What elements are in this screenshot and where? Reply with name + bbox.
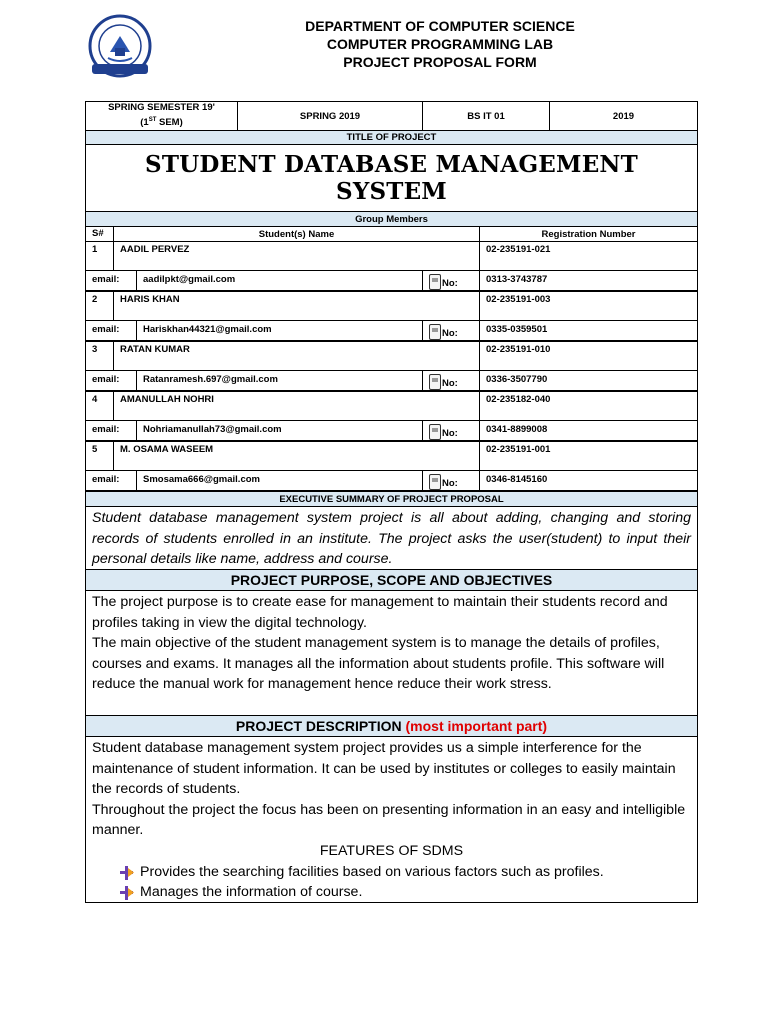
member-sno: 5	[85, 441, 114, 471]
semester-line1: SPRING SEMESTER 19'	[108, 102, 215, 114]
department-heading: DEPARTMENT OF COMPUTER SCIENCE	[305, 18, 575, 34]
title-label: TITLE OF PROJECT	[85, 130, 698, 145]
member-email-label: email:	[85, 270, 137, 291]
member-phone: 0341-8899008	[479, 420, 698, 441]
description-label: PROJECT DESCRIPTION	[235, 718, 402, 734]
semester-cell	[85, 101, 238, 131]
features-list	[92, 862, 691, 903]
col-reg: Registration Number	[479, 226, 698, 242]
features-heading: FEATURES OF SDMS	[319, 842, 464, 859]
col-name: Student(s) Name	[113, 226, 480, 242]
description-paragraph-2: Throughout the project the focus has been on presenting information in an easy and intelligible manner.	[92, 801, 686, 839]
member-reg: 02-235182-040	[479, 391, 698, 421]
member-phone-label	[422, 320, 480, 341]
phone-icon	[429, 424, 441, 440]
term-cell: SPRING 2019	[237, 101, 423, 131]
purpose-paragraph-1: The project purpose is to create ease for management to maintain their students record and profiles taking in view the digital technology.	[92, 594, 668, 631]
feature-text: Provides the searching facilities based on various factors such as profiles.	[140, 863, 604, 880]
university-seal-icon	[88, 14, 152, 78]
summary-label: EXECUTIVE SUMMARY OF PROJECT PROPOSAL	[85, 491, 698, 507]
purpose-section	[85, 590, 698, 716]
member-email: Ratanramesh.697@gmail.com	[136, 370, 423, 391]
semester-line2-sup: ST	[148, 117, 157, 124]
member-reg: 02-235191-010	[479, 341, 698, 371]
year-cell: 2019	[549, 101, 698, 131]
class-cell: BS IT 01	[422, 101, 550, 131]
member-name: M. OSAMA WASEEM	[113, 441, 480, 471]
member-phone: 0336-3507790	[479, 370, 698, 391]
member-name: HARIS KHAN	[113, 291, 480, 321]
feature-text: Manages the information of course.	[140, 884, 363, 901]
member-sno: 2	[85, 291, 114, 321]
member-name: RATAN KUMAR	[113, 341, 480, 371]
member-phone-label	[422, 270, 480, 291]
member-email-label: email:	[85, 420, 137, 441]
feature-item	[92, 882, 691, 903]
member-email: Nohriamanullah73@gmail.com	[136, 420, 423, 441]
member-name: AADIL PERVEZ	[113, 241, 480, 271]
member-sno: 4	[85, 391, 114, 421]
phone-label: No:	[442, 328, 458, 339]
member-phone-label	[422, 420, 480, 441]
phone-label: No:	[442, 278, 458, 289]
member-phone-label	[422, 370, 480, 391]
member-phone-label	[422, 470, 480, 491]
arrow-bullet-icon	[119, 885, 135, 901]
phone-icon	[429, 474, 441, 490]
phone-icon	[429, 374, 441, 390]
phone-label: No:	[442, 378, 458, 389]
member-phone: 0313-3743787	[479, 270, 698, 291]
member-email-label: email:	[85, 470, 137, 491]
description-section	[85, 736, 698, 903]
member-phone: 0335-0359501	[479, 320, 698, 341]
member-reg: 02-235191-021	[479, 241, 698, 271]
member-name: AMANULLAH NOHRI	[113, 391, 480, 421]
group-members-label: Group Members	[85, 211, 698, 227]
member-email: aadilpkt@gmail.com	[136, 270, 423, 291]
semester-line2-post: SEM)	[156, 117, 183, 129]
member-email-label: email:	[85, 370, 137, 391]
project-title: STUDENT DATABASE MANAGEMENT SYSTEM	[85, 144, 698, 212]
phone-label: No:	[442, 428, 458, 439]
purpose-label: PROJECT PURPOSE, SCOPE AND OBJECTIVES	[85, 569, 698, 591]
phone-label: No:	[442, 478, 458, 489]
member-email: Hariskhan44321@gmail.com	[136, 320, 423, 341]
lab-heading: COMPUTER PROGRAMMING LAB	[326, 36, 554, 52]
description-note: (most important part)	[405, 718, 548, 734]
member-email: Smosama666@gmail.com	[136, 470, 423, 491]
member-email-label: email:	[85, 320, 137, 341]
arrow-bullet-icon	[119, 865, 135, 881]
feature-item	[92, 862, 691, 883]
member-phone: 0346-8145160	[479, 470, 698, 491]
semester-line2	[140, 114, 183, 129]
phone-icon	[429, 324, 441, 340]
form-heading: PROJECT PROPOSAL FORM	[343, 54, 537, 70]
semester-line2-pre: (1	[140, 117, 149, 129]
description-header	[85, 715, 698, 737]
summary-text: Student database management system project is all about adding, changing and storing records of students enrolled in an institute. The project asks the user(student) to input their personal details like name, address and course.	[85, 506, 698, 570]
member-reg: 02-235191-003	[479, 291, 698, 321]
phone-icon	[429, 274, 441, 290]
member-sno: 1	[85, 241, 114, 271]
member-sno: 3	[85, 341, 114, 371]
purpose-paragraph-2: The main objective of the student management system is to manage the details of profiles, courses and exams. It manages all the information about students profile. This software will reduce the manual work for management hence reduce their work stress.	[92, 635, 665, 693]
member-reg: 02-235191-001	[479, 441, 698, 471]
description-paragraph-1: Student database management system project provides us a simple interference for the maintenance of student information. It can be used by institutes or colleges to easily maintain the records of students.	[92, 740, 676, 798]
col-sno: S#	[85, 226, 114, 242]
